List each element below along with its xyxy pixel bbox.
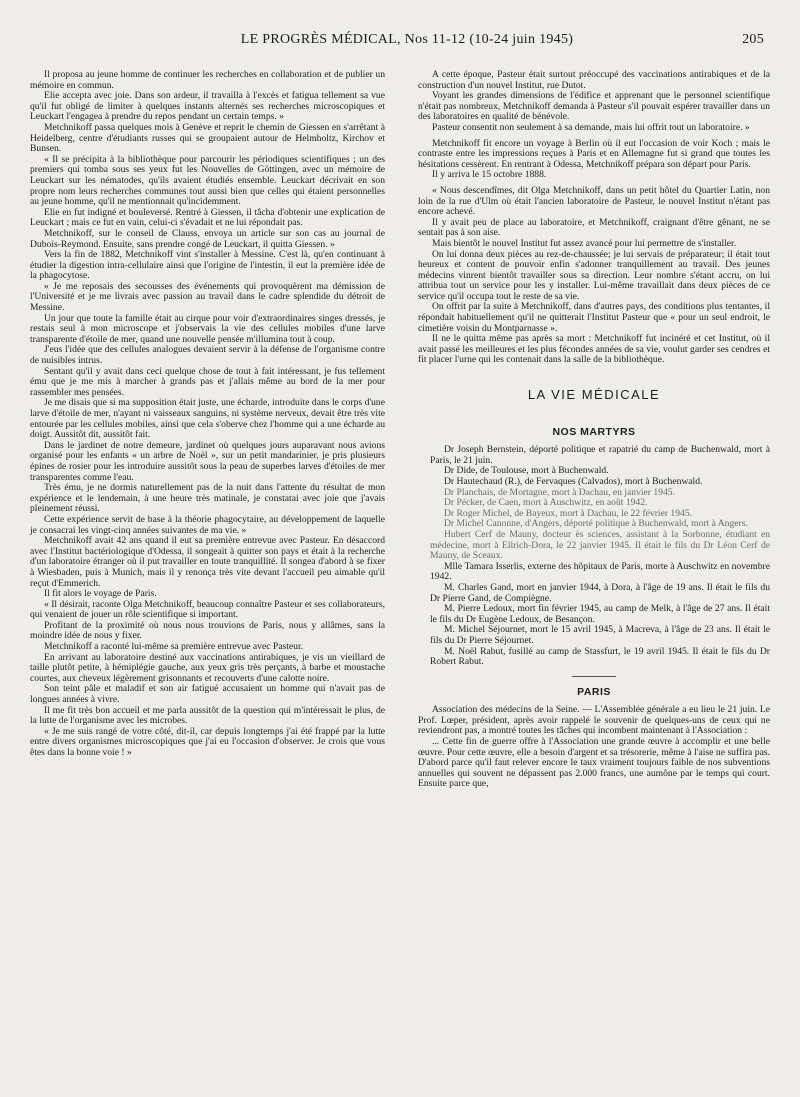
- paragraph: Il fit alors le voyage de Paris.: [44, 588, 157, 600]
- right-column: [418, 70, 770, 790]
- paragraph: Metchnikoff, sur le conseil de Clauss, envoya un article sur son cas au journal de Dubois-Reymond. Ensuite, sans prendre congé de Leuckart, il quitta Giessen. »: [30, 227, 385, 250]
- paragraph: J'eus l'idée que des cellules analogues devaient servir à la défense de l'organisme contre de nuisibles intrus.: [30, 344, 385, 367]
- running-title: LE PROGRÈS MÉDICAL, Nos 11-12 (10-24 juin 1945): [240, 32, 574, 47]
- paragraph: Metchnikoff avait 42 ans quand il eut sa première entrevue avec Pasteur. En désaccord avec l'Institut bactériologique d'Odessa, il songeait à quitter son pays et était à la recherche d'un laboratoire étranger où il put travailler en toute tranquillité. Il songea d'abord à se fixer à Wiesbaden, puis à Munich, mais il y renonça très vite devant l'accueil peu aimable qu'il reçut d'Emmerich.: [30, 535, 385, 589]
- paragraph: Vers la fin de 1882, Metchnikoff vint s'installer à Messine. C'est là, qu'en continuant à étudier la digestion intra-cellulaire ainsi que l'origine de l'intestin, il eut la première idée de la phagocytose.: [30, 249, 385, 282]
- left-column: [30, 70, 385, 759]
- quote-paragraph: Il y avait peu de place au laboratoire, et Metchnikoff, craignant d'être gênant, ne se sentait pas à son aise.: [418, 216, 770, 239]
- martyr-entry: M. Pierre Ledoux, mort fin février 1945, au camp de Melk, à l'âge de 27 ans. Il était le fils du Dr Eugène Ledoux, de Besançon.: [430, 603, 770, 625]
- paris-heading: PARIS: [577, 685, 611, 698]
- paragraph: Cette expérience servit de base à la théorie phagocytaire, au développement de laquelle je consacrai les vingt-cinq années suivantes de ma vie. »: [30, 513, 385, 536]
- martyr-entry: M. Noël Rabut, fusillé au camp de Stassfurt, le 19 avril 1945. Il était le fils du Dr Robert Rabut.: [430, 645, 770, 668]
- martyr-entry: Dr Planchais, de Mortagne, mort à Dachau, en janvier 1945.: [444, 486, 675, 498]
- paragraph: Metchnikoff fit encore un voyage à Berlin où il eut l'occasion de voir Koch ; mais le contraste entre les impressions reçues à Paris et en Allemagne fut si grand que toutes les hésitations cessèrent. En rentrant à Odessa, Metchnikoff prépara son départ pour Paris.: [418, 137, 770, 170]
- section-title: LA VIE MÉDICALE: [527, 387, 661, 403]
- paragraph: « Je me suis rangé de votre côté, dit-il, car depuis longtemps j'ai été frappé par la lutte entre divers organismes microscopiques que j'ai eu l'occasion d'observer. Je crois que vous êtes dans la bonne voie ! »: [30, 725, 385, 758]
- page-number: 205: [742, 32, 764, 47]
- martyr-entry: Dr Hautechaud (R.), de Fervaques (Calvados), mort à Buchenwald.: [444, 476, 703, 487]
- paragraph: ... Cette fin de guerre offre à l'Association une grande œuvre à accomplir et une belle œuvre. Pour cette œuvre, elle a besoin d'argent et sa trésorerie, même à l'aise ne suffira pas. D'abord parce qu'il faut relever encore le taux vraiment toujours faible de nos subventions annuelles qui souvent ne dépassent pas 2.000 francs, une aumône par le temps qui court. Ensuite parce que,: [418, 736, 770, 790]
- martyr-entry: Dr Roger Michel, de Bayeux, mort à Dachau, le 22 février 1945.: [444, 507, 693, 519]
- paragraph: Dans le jardinet de notre demeure, jardinet où quelques jours auparavant nous avions organisé pour les enfants « un arbre de Noël », sur un petit mandarinier, je pris plusieurs épines de rosier pour les introduire aussitôt sous la peau de superbes larves d'étoiles de mer transparentes comme l'eau.: [30, 439, 385, 483]
- section-divider: [572, 676, 616, 677]
- paragraph: Elie en fut indigné et bouleversé. Rentré à Giessen, il tâcha d'obtenir une explication de Leuckart ; mais ce fut en vain, celui-ci s'évadait et ne lui répondait pas.: [30, 206, 385, 229]
- quote-paragraph: Il ne le quitta même pas après sa mort : Metchnikoff fut incinéré et cet Institut, où il avait passé les meilleures et les plus fécondes années de sa vie, voulut garder ses cendres et fit placer l'urne qui les contenait dans la salle de la bibliothèque.: [418, 333, 770, 366]
- martyrs-heading: NOS MARTYRS: [552, 425, 636, 438]
- paragraph: Elie accepta avec joie. Dans son ardeur, il travailla à l'excès et fatigua tellement sa vue qu'il fut obligé de limiter à quelques instants alternés ses recherches microscopiques et Leuckart l'engagea à prendre du repos pendant un certain temps. »: [30, 90, 385, 123]
- paragraph: Je me disais que si ma supposition était juste, une écharde, introduite dans le corps d'une larve d'étoile de mer, n'ayant ni vaisseaux sanguins, ni système nerveux, devait être très vite entourée par les cellules mobiles, ainsi que cela s'oberve chez l'homme qui a une écharde au doigt. Aussitôt dit, aussitôt fait.: [30, 397, 385, 441]
- martyr-entry: Mlle Tamara Isserlis, externe des hôpitaux de Paris, morte à Auschwitz en novembre 1942.: [430, 560, 770, 583]
- paragraph: « Je me reposais des secousses des événements qui provoquèrent ma démission de l'Université et je me livrais avec passion au travail dans le cadre splendide du détroit de Messine.: [30, 280, 385, 314]
- paragraph: Association des médecins de la Seine. — L'Assemblée générale a eu lieu le 21 juin. Le Prof. Lœper, président, après avoir rappelé le souvenir de quelques-uns de ceux qui ne reviendront pas, a montré toutes les tâches qui incombent maintenant à l'Association :: [418, 704, 770, 737]
- martyr-entry: Dr Dide, de Toulouse, mort à Buchenwald.: [444, 465, 609, 477]
- martyr-entry: Dr Pécker, de Caen, mort à Auschwitz, en août 1942.: [444, 497, 648, 509]
- martyr-entry: Hubert Cerf de Mauny, docteur ès sciences, assistant à la Sorbonne, étudiant en médecine, mort à Ellrich-Dora, le 22 janvier 1945. Il était le fils du Dr Léon Cerf de Mauny, de Sceaux.: [430, 528, 770, 562]
- martyrs-list: [418, 445, 770, 667]
- martyr-entry: M. Michel Séjournet, mort le 15 avril 1945, à Macreva, à l'âge de 23 ans. Il était le fils du Dr Pierre Séjournet.: [430, 624, 770, 646]
- page-header: [50, 30, 764, 50]
- paragraph: Profitant de la proximité où nous nous trouvions de Paris, nous y allâmes, sans la moindre idée de nous y fixer.: [30, 619, 385, 642]
- paragraph: Un jour que toute la famille était au cirque pour voir d'extraordinaires singes dressés, je restais seul à mon microscope et j'observais la vie des cellules mobiles d'une larve transparente d'étoile de mer, quand une nouvelle pensée m'illumina tout à coup.: [30, 312, 385, 345]
- quote-paragraph: On lui donna deux pièces au rez-de-chaussée; je lui servais de préparateur; il était tout heureux et content de pouvoir enfin s'adonner tranquillement au travail. Des jeunes médecins vinrent bientôt travailler sous sa direction. Leur nombre s'étant accru, on lui attribua tout un service pour les y installer. Lui-même travaillait dans deux pièces de ce service qu'il occupa tout le reste de sa vie.: [418, 248, 770, 302]
- paragraph: « Il désirait, raconte Olga Metchnikoff, beaucoup connaître Pasteur et ses collaborateurs, qui venaient de jouer un rôle scientifique si important.: [30, 598, 385, 621]
- quote-paragraph: Mais bientôt le nouvel Institut fut assez avancé pour lui permettre de s'installer.: [432, 237, 737, 249]
- paragraph: Metchnikoff a raconté lui-même sa première entrevue avec Pasteur.: [44, 641, 304, 653]
- paragraph: Très ému, je ne dormis naturellement pas de la nuit dans l'attente du résultat de mon expérience et le lendemain, à une heure très matinale, je constatai avec joie que j'avais pleinement réussi.: [30, 482, 385, 515]
- paragraph: « Il se précipita à la bibliothèque pour parcourir les périodiques scientifiques ; un des premiers qui tomba sous ses yeux fut les Nouvelles de Göttingen, avec un mémoire de Leuckart sur les nématodes, qu'ils avaient étudiés ensemble. Leuckart décrivait en son propre nom leurs recherches communes tout aussi bien que celles qui étaient personnelles au jeune homme, qu'il ne mentionnait qu'incidemment.: [30, 153, 385, 208]
- quote-paragraph: On offrit par la suite à Metchnikoff, dans d'autres pays, des conditions plus tentantes, il répondait habituellement qu'il ne quitterait l'Institut Pasteur que « pour un seul endroit, le cimetière voisin du Montparnasse ».: [418, 301, 770, 334]
- paragraph: Voyant les grandes dimensions de l'édifice et apprenant que le personnel scientifique n'était pas nombreux, Metchnikoff demanda à Pasteur s'il pouvait espérer travailler dans un des laboratoires en qualité de bénévole.: [418, 90, 770, 123]
- paragraph: En arrivant au laboratoire destiné aux vaccinations antirabiques, je vis un vieillard de taille plutôt petite, à hémiplégie gauche, aux yeux gris très perçants, à barbe et moustache courtes, aux cheveux légèrement grisonnants et recouverts d'une calotte noire.: [30, 651, 385, 684]
- paragraph: Sentant qu'il y avait dans ceci quelque chose de tout à fait intéressant, je fus tellement ému que je me mis à marcher à grands pas et j'allais même au bord de la mer pour rassembler mes pensées.: [30, 365, 385, 398]
- martyr-entry: Dr Joseph Bernstein, déporté politique et rapatrié du camp de Buchenwald, mort à Paris, le 21 juin.: [430, 444, 770, 466]
- paragraph: A cette époque, Pasteur était surtout préoccupé des vaccinations antirabiques et de la construction d'un nouvel Institut, rue Dutot.: [418, 69, 770, 91]
- martyr-entry: M. Charles Gand, mort en janvier 1944, à Dora, à l'âge de 19 ans. Il était le fils du Dr Pierre Gand, de Compiègne.: [430, 581, 770, 604]
- paragraph: Son teint pâle et maladif et son air fatigué accusaient un homme qui n'avait pas de longues années à vivre.: [30, 683, 385, 706]
- paragraph: Il me fit très bon accueil et me parla aussitôt de la question qui m'intéressait le plus, de la lutte de l'organisme avec les microbes.: [30, 704, 385, 727]
- paragraph: Metchnikoff passa quelques mois à Genève et reprit le chemin de Giessen en s'arrêtant à Heidelberg, centre d'étudiants russes qui se groupaient autour de Helmholtz, Kirchov et Bunsen.: [30, 121, 385, 155]
- paragraph: Il proposa au jeune homme de continuer les recherches en collaboration et de publier un mémoire en commun.: [30, 69, 385, 91]
- paragraph: Il y arriva le 15 octobre 1888.: [432, 169, 547, 181]
- martyr-entry: Dr Michel Canonne, d'Angers, déporté politique à Buchenwald, mort à Angers.: [444, 518, 748, 530]
- quote-paragraph: « Nous descendîmes, dit Olga Metchnikoff, dans un petit hôtel du Quartier Latin, non loin de la rue d'Ulm où était l'ancien laboratoire de Pasteur, le nouvel Institut n'étant pas encore achevé.: [418, 184, 770, 218]
- paragraph: Pasteur consentit non seulement à sa demande, mais lui offrit tout un laboratoire. »: [432, 121, 750, 133]
